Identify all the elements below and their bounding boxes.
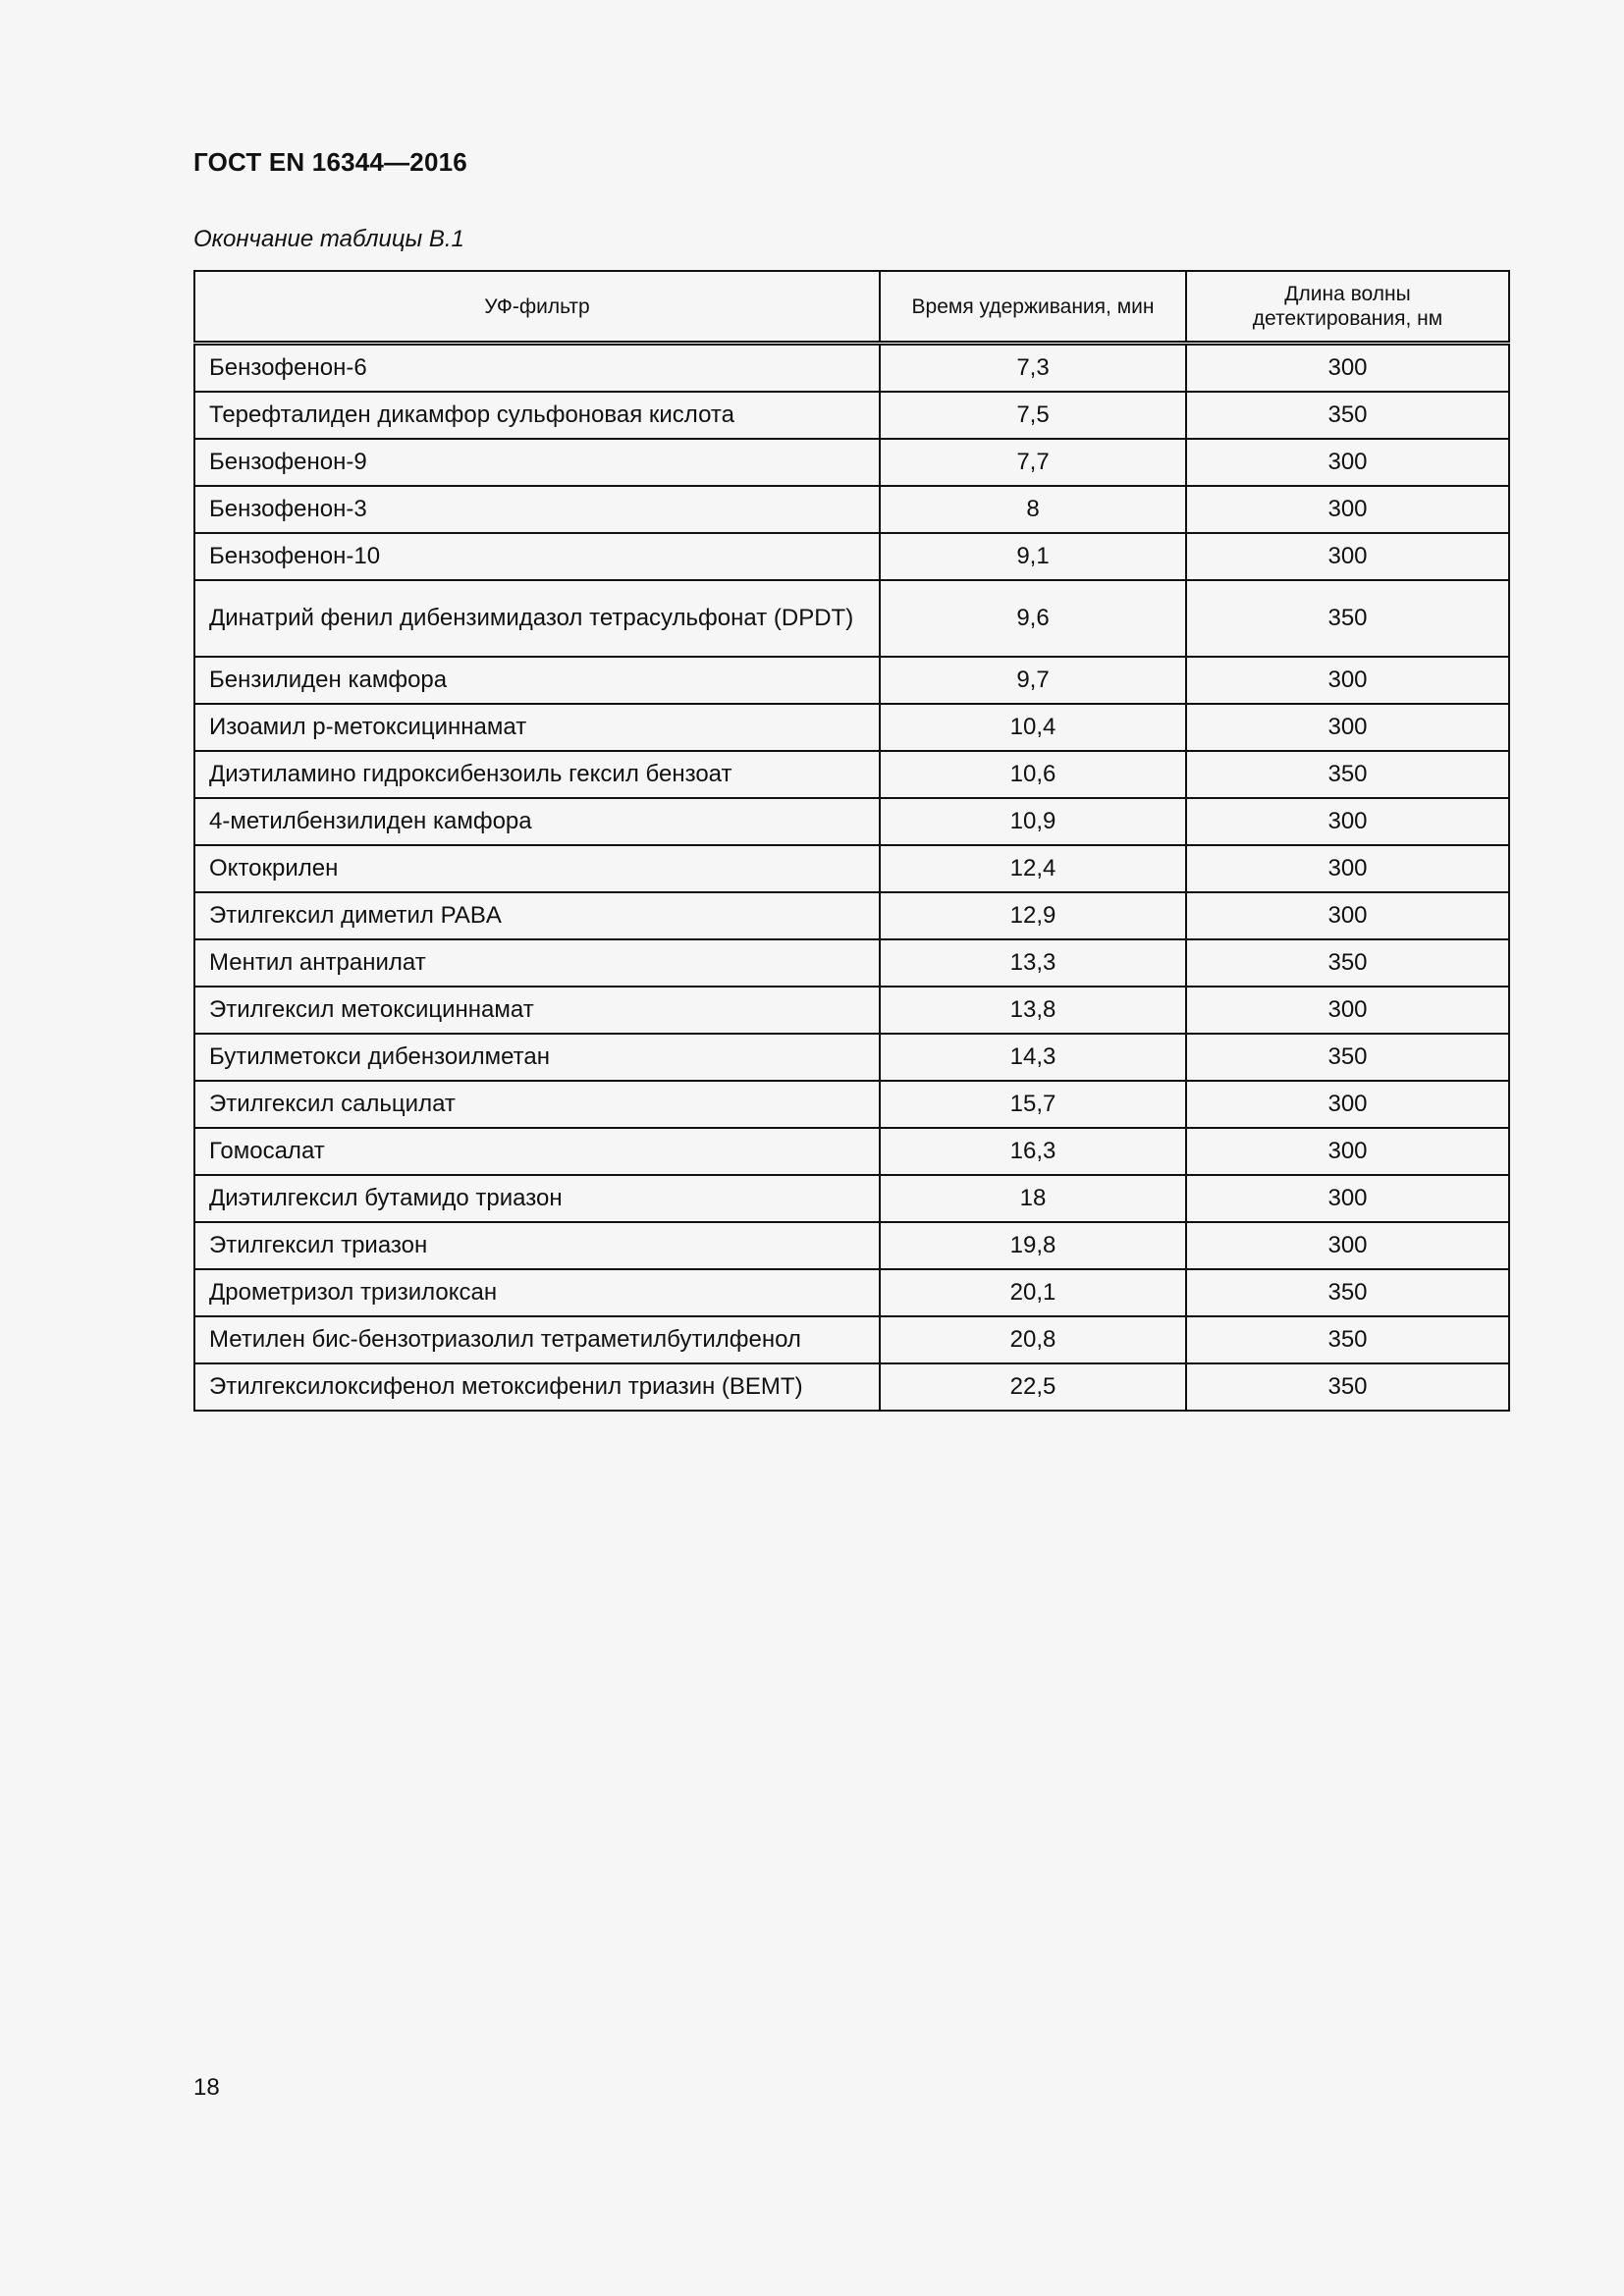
table-row bbox=[194, 1316, 1509, 1363]
cell-uv-filter: Дрометризол тризилоксан bbox=[194, 1269, 880, 1316]
cell-uv-filter: Бензофенон-3 bbox=[194, 486, 880, 533]
cell-retention-time: 10,4 bbox=[880, 704, 1186, 751]
cell-uv-filter: Бензофенон-9 bbox=[194, 439, 880, 486]
table-row bbox=[194, 1081, 1509, 1128]
cell-retention-time: 7,7 bbox=[880, 439, 1186, 486]
table-row bbox=[194, 486, 1509, 533]
cell-wavelength: 300 bbox=[1186, 1222, 1509, 1269]
cell-wavelength: 350 bbox=[1186, 1269, 1509, 1316]
table-row bbox=[194, 845, 1509, 892]
cell-retention-time: 15,7 bbox=[880, 1081, 1186, 1128]
cell-wavelength: 300 bbox=[1186, 987, 1509, 1034]
cell-uv-filter: Динатрий фенил дибензимидазол тетрасульфонат (DPDT) bbox=[194, 580, 880, 657]
cell-retention-time: 12,9 bbox=[880, 892, 1186, 939]
cell-wavelength: 350 bbox=[1186, 1316, 1509, 1363]
cell-retention-time: 9,1 bbox=[880, 533, 1186, 580]
cell-wavelength: 300 bbox=[1186, 533, 1509, 580]
table-caption: Окончание таблицы В.1 bbox=[193, 226, 464, 252]
cell-wavelength: 350 bbox=[1186, 1034, 1509, 1081]
cell-retention-time: 19,8 bbox=[880, 1222, 1186, 1269]
header-retention-time: Время удерживания, мин bbox=[880, 271, 1186, 344]
table-row bbox=[194, 704, 1509, 751]
table-header-row bbox=[194, 271, 1509, 344]
cell-wavelength: 300 bbox=[1186, 486, 1509, 533]
cell-wavelength: 300 bbox=[1186, 892, 1509, 939]
uv-filter-table bbox=[193, 270, 1510, 1412]
table-row bbox=[194, 657, 1509, 704]
cell-uv-filter: Бензофенон-10 bbox=[194, 533, 880, 580]
cell-retention-time: 7,5 bbox=[880, 392, 1186, 439]
cell-uv-filter: Этилгексил метоксициннамат bbox=[194, 987, 880, 1034]
table-row bbox=[194, 439, 1509, 486]
cell-uv-filter: Этилгексил диметил PABA bbox=[194, 892, 880, 939]
cell-retention-time: 13,3 bbox=[880, 939, 1186, 987]
table-row bbox=[194, 1363, 1509, 1411]
cell-wavelength: 300 bbox=[1186, 845, 1509, 892]
cell-retention-time: 16,3 bbox=[880, 1128, 1186, 1175]
table-row bbox=[194, 987, 1509, 1034]
table-row bbox=[194, 1128, 1509, 1175]
cell-uv-filter: Бутилметокси дибензоилметан bbox=[194, 1034, 880, 1081]
cell-wavelength: 350 bbox=[1186, 580, 1509, 657]
cell-retention-time: 9,6 bbox=[880, 580, 1186, 657]
table-row bbox=[194, 892, 1509, 939]
cell-uv-filter: Ментил антранилат bbox=[194, 939, 880, 987]
cell-uv-filter: Этилгексилоксифенол метоксифенил триазин (BEMT) bbox=[194, 1363, 880, 1411]
cell-wavelength: 300 bbox=[1186, 344, 1509, 393]
cell-retention-time: 7,3 bbox=[880, 344, 1186, 393]
table-row bbox=[194, 344, 1509, 393]
header-detection-wavelength: Длина волны детектирования, нм bbox=[1186, 271, 1509, 344]
cell-retention-time: 13,8 bbox=[880, 987, 1186, 1034]
cell-retention-time: 12,4 bbox=[880, 845, 1186, 892]
cell-wavelength: 350 bbox=[1186, 1363, 1509, 1411]
cell-uv-filter: Гомосалат bbox=[194, 1128, 880, 1175]
cell-retention-time: 8 bbox=[880, 486, 1186, 533]
table-row bbox=[194, 533, 1509, 580]
table-row bbox=[194, 939, 1509, 987]
cell-uv-filter: Этилгексил сальцилат bbox=[194, 1081, 880, 1128]
cell-uv-filter: Метилен бис-бензотриазолил тетраметилбутилфенол bbox=[194, 1316, 880, 1363]
cell-wavelength: 350 bbox=[1186, 392, 1509, 439]
cell-retention-time: 14,3 bbox=[880, 1034, 1186, 1081]
cell-uv-filter: 4-метилбензилиден камфора bbox=[194, 798, 880, 845]
header-uv-filter: УФ-фильтр bbox=[194, 271, 880, 344]
cell-wavelength: 300 bbox=[1186, 1175, 1509, 1222]
table-row bbox=[194, 1034, 1509, 1081]
table-row bbox=[194, 1175, 1509, 1222]
cell-uv-filter: Бензофенон-6 bbox=[194, 344, 880, 393]
table-row bbox=[194, 1269, 1509, 1316]
table-row bbox=[194, 1222, 1509, 1269]
cell-retention-time: 10,9 bbox=[880, 798, 1186, 845]
cell-wavelength: 300 bbox=[1186, 798, 1509, 845]
cell-retention-time: 22,5 bbox=[880, 1363, 1186, 1411]
cell-wavelength: 350 bbox=[1186, 751, 1509, 798]
cell-wavelength: 300 bbox=[1186, 1128, 1509, 1175]
cell-wavelength: 300 bbox=[1186, 704, 1509, 751]
table-row bbox=[194, 798, 1509, 845]
cell-uv-filter: Изоамил p-метоксициннамат bbox=[194, 704, 880, 751]
cell-uv-filter: Терефталиден дикамфор сульфоновая кислота bbox=[194, 392, 880, 439]
document-header: ГОСТ EN 16344—2016 bbox=[193, 147, 467, 177]
cell-retention-time: 10,6 bbox=[880, 751, 1186, 798]
page-number: 18 bbox=[193, 2074, 220, 2101]
cell-uv-filter: Диэтилгексил бутамидо триазон bbox=[194, 1175, 880, 1222]
cell-wavelength: 300 bbox=[1186, 1081, 1509, 1128]
cell-wavelength: 300 bbox=[1186, 439, 1509, 486]
cell-retention-time: 20,8 bbox=[880, 1316, 1186, 1363]
cell-uv-filter: Бензилиден камфора bbox=[194, 657, 880, 704]
cell-wavelength: 350 bbox=[1186, 939, 1509, 987]
table-row bbox=[194, 580, 1509, 657]
cell-wavelength: 300 bbox=[1186, 657, 1509, 704]
cell-retention-time: 18 bbox=[880, 1175, 1186, 1222]
table-row bbox=[194, 751, 1509, 798]
cell-uv-filter: Октокрилен bbox=[194, 845, 880, 892]
cell-retention-time: 20,1 bbox=[880, 1269, 1186, 1316]
cell-retention-time: 9,7 bbox=[880, 657, 1186, 704]
cell-uv-filter: Этилгексил триазон bbox=[194, 1222, 880, 1269]
cell-uv-filter: Диэтиламино гидроксибензоиль гексил бензоат bbox=[194, 751, 880, 798]
table-row bbox=[194, 392, 1509, 439]
